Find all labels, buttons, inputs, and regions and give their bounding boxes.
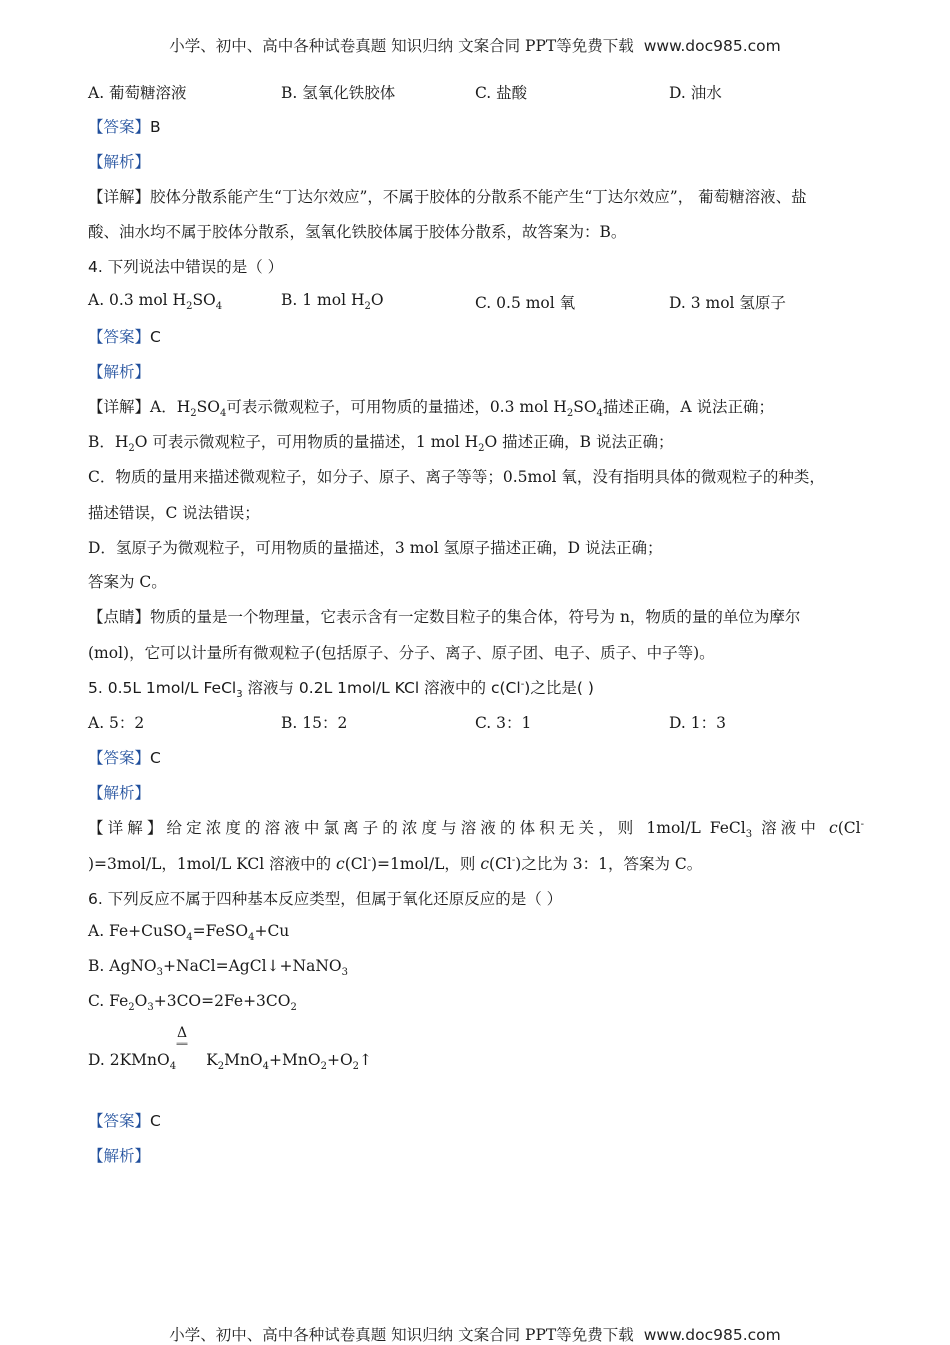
q4-stem: 4. 下列说法中错误的是（ ） [88,258,284,276]
header-text: 小学、初中、高中各种试卷真题 知识归纳 文案合同 PPT等免费下载 [169,37,634,55]
footer-url[interactable]: www.doc985.com [643,1326,781,1344]
q6-option-b: B. AgNO$_3$+NaCl=AgCl↓+NaNO$_3$ [88,957,348,979]
q3-analysis: 【解析】 [88,153,151,171]
q4-option-c: C. 0.5 mol 氧 [475,294,576,312]
page-header [0,34,950,56]
q4-detail-line-6: 答案为 C。 [88,573,167,591]
q3-option-b: B. 氢氧化铁胶体 [281,84,396,102]
q6-answer: 【答案】C [88,1112,161,1130]
page-footer [0,1323,950,1345]
q4-detail-line-3: C．物质的量用来描述微观粒子，如分子、原子、离子等等；0.5mol 氧，没有指明具体的微观粒子的种类， [88,468,825,486]
q5-answer: 【答案】C [88,749,161,767]
q4-detail-line-4: 描述错误，C 说法错误； [88,504,260,522]
q4-detail-line-5: D．氢原子为微观粒子，可用物质的量描述，3 mol 氢原子描述正确，D 说法正确； [88,539,663,557]
q3-option-d: D. 油水 [669,84,722,102]
q5-option-b: B. 15：2 [281,714,348,732]
heating-delta-symbol: Δ [176,1025,188,1041]
q3-answer: 【答案】B [88,118,161,136]
q5-analysis: 【解析】 [88,784,151,802]
q5-option-d: D. 1：3 [669,714,726,732]
q4-detail-line-2: B．$H_2O$ 可表示微观粒子，可用物质的量描述，1 mol $H_2O$ 描述正确，B 说法正确； [88,433,674,455]
header-url[interactable]: www.doc985.com [643,37,781,55]
heating-equals-sign: ══ [176,1040,188,1050]
q4-tip-line-1: 【点睛】物质的量是一个物理量，它表示含有一定数目粒子的集合体，符号为 n，物质的量的单位为摩尔 [88,608,801,626]
footer-text: 小学、初中、高中各种试卷真题 知识归纳 文案合同 PPT等免费下载 [169,1326,634,1344]
q6-analysis: 【解析】 [88,1147,151,1165]
q4-option-b: B. 1 mol $H_2O$ [281,291,384,313]
q3-option-a: A. 葡萄糖溶液 [88,84,187,102]
q4-tip-line-2: (mol)，它可以计量所有微观粒子(包括原子、分子、离子、原子团、电子、质子、中子等)。 [88,644,715,662]
q6-option-d: D. 2KMnO$_4$ $K_2MnO_4+MnO_2+O_2↑$ [88,1051,373,1073]
q5-detail-line-2: )=3mol/L，1mol/L KCl 溶液中的 c(Cl-)=1mol/L，则 c(Cl-)之比为 3：1，答案为 C。 [88,854,703,873]
q3-detail-line-1: 【详解】胶体分散系能产生“丁达尔效应”，不属于胶体的分散系不能产生“丁达尔效应”， 葡萄糖溶液、盐 [88,188,807,206]
q5-detail-line-1: 【详解】给定浓度的溶液中氯离子的浓度与溶液的体积无关，则 1mol/L FeCl$_3$ 溶液中 c(Cl- [88,818,864,841]
q6-option-a: A. Fe+CuSO$_4$=FeSO$_4$+Cu [88,922,290,944]
q4-answer: 【答案】C [88,328,161,346]
q3-detail-line-2: 酸、油水均不属于胶体分散系，氢氧化铁胶体属于胶体分散系，故答案为：B。 [88,223,627,241]
q5-option-a: A. 5：2 [88,714,145,732]
q4-option-a: A. 0.3 mol $H_2SO_4$ [88,291,223,313]
q4-analysis: 【解析】 [88,363,151,381]
q6-stem: 6. 下列反应不属于四种基本反应类型，但属于氧化还原反应的是（ ） [88,890,563,908]
q4-detail-line-1: 【详解】A．$H_2SO_4$可表示微观粒子，可用物质的量描述，0.3 mol $H_2SO_4$描述正确，A 说法正确； [88,398,775,420]
q3-option-c: C. 盐酸 [475,84,528,102]
q5-option-c: C. 3：1 [475,714,532,732]
q6-option-c: C. $Fe_2O_3+3CO=2Fe+3CO_2$ [88,992,297,1014]
q4-option-d: D. 3 mol 氢原子 [669,294,786,312]
q5-stem: 5. 0.5L 1mol/L FeCl$_3$ 溶液与 0.2L 1mol/L KCl 溶液中的 c(Cl-)之比是( ) [88,678,594,701]
